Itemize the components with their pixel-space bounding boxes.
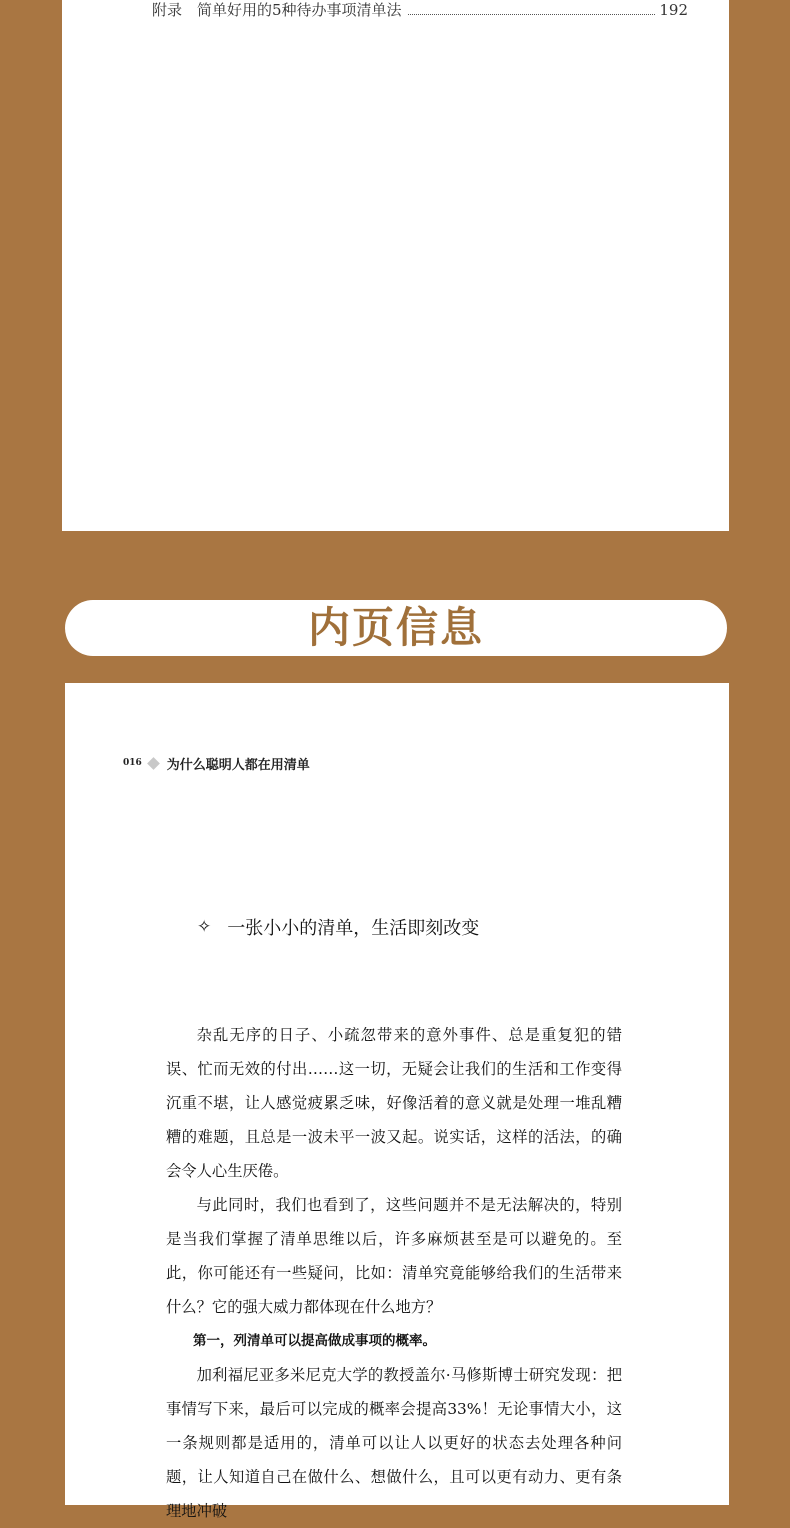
running-head-title: 为什么聪明人都在用清单 [166,757,310,773]
page-number: 016 [123,758,142,768]
toc-page-panel [62,0,729,531]
toc-leader-dots [408,14,656,15]
body-text [166,1018,622,1528]
banner-title: 内页信息 [307,603,484,652]
toc-entry-page: 192 [659,1,688,19]
paragraph: 与此同时，我们也看到了，这些问题并不是无法解决的，特别是当我们掌握了清单思维以后，许多麻烦甚至是可以避免的。至此，你可能还有一些疑问，比如：清单究竟能够给我们的生活带来什么？它的强大威力都体现在什么地方？ [166,1196,622,1316]
running-head [123,755,310,771]
paragraph: 杂乱无序的日子、小疏忽带来的意外事件、总是重复犯的错误、忙而无效的付出……这一切，无疑会让我们的生活和工作变得沉重不堪，让人感觉疲累乏味，好像活着的意义就是处理一堆乱糟糟的难题，且总是一波未平一波又起。说实话，这样的活法，的确会令人心生厌倦。 [166,1026,622,1180]
section-heading [197,915,479,939]
section-title: 一张小小的清单，生活即刻改变 [227,918,480,939]
inner-page-panel [65,683,729,1520]
toc-entry-label: 附录 简单好用的5种待办事项清单法 [152,1,402,19]
bold-point-heading: 第一，列清单可以提高做成事项的概率。 [193,1333,436,1349]
toc-entry [152,0,688,20]
section-banner [65,600,727,656]
sparkle-icon: ✧ [197,917,212,937]
paragraph: 加利福尼亚多米尼克大学的教授盖尔·马修斯博士研究发现：把事情写下来，最后可以完成的概率会提高33%！无论事情大小，这一条规则都是适用的，清单可以让人以更好的状态去处理各种问题，让人知道自己在做什么、想做什么，且可以更有动力、更有条理地冲破 [166,1366,622,1520]
diamond-icon [147,757,160,770]
